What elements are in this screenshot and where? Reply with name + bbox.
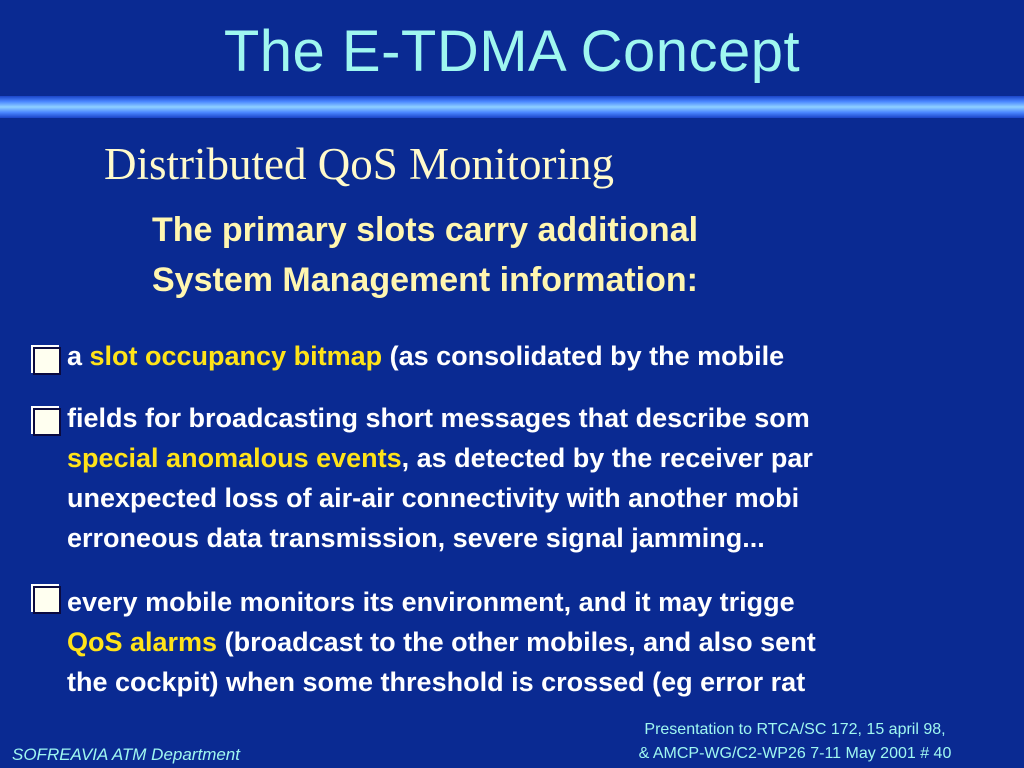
- title-divider-bar: [0, 96, 1024, 118]
- lead-line-1: The primary slots carry additional: [152, 211, 699, 249]
- bullet-square-icon: [33, 586, 61, 614]
- bullet-text: every mobile monitors its environment, and it may trigge: [67, 587, 795, 617]
- bullet-item-3: [67, 582, 1024, 702]
- bullet-square-icon: [33, 408, 61, 436]
- slide-title: The E-TDMA Concept: [223, 19, 801, 84]
- bullet-text: a: [67, 341, 90, 371]
- bullet-text: erroneous data transmission, severe signal jamming...: [67, 523, 765, 553]
- highlighted-term: slot occupancy bitmap: [89, 341, 383, 371]
- bullet-text: unexpected loss of air-air connectivity with another mobi: [67, 483, 800, 513]
- bullet-text: (as consolidated by the mobile: [382, 341, 785, 371]
- bullet-item-2: [67, 398, 1024, 558]
- bullet-text: fields for broadcasting short messages that describe som: [67, 403, 810, 433]
- footer-line-1: Presentation to RTCA/SC 172, 15 april 98,: [644, 721, 946, 738]
- bullet-text: the cockpit) when some threshold is crossed (eg error rat: [67, 667, 806, 697]
- footer-line-2: & AMCP-WG/C2-WP26 7-11 May 2001 # 40: [638, 745, 952, 762]
- bullet-text: (broadcast to the other mobiles, and also sent: [217, 627, 816, 657]
- bullet-item-1: [67, 336, 1024, 376]
- slide-subtitle: Distributed QoS Monitoring: [104, 139, 615, 189]
- highlighted-term: special anomalous events: [67, 443, 402, 473]
- footer-presentation-info: [600, 718, 990, 766]
- footer-department: SOFREAVIA ATM Department: [12, 745, 240, 764]
- lead-paragraph: [152, 205, 698, 305]
- bullet-text: , as detected by the receiver par: [401, 443, 813, 473]
- highlighted-term: QoS alarms: [67, 627, 218, 657]
- lead-line-2: System Management information:: [152, 261, 698, 299]
- bullet-square-icon: [33, 347, 61, 375]
